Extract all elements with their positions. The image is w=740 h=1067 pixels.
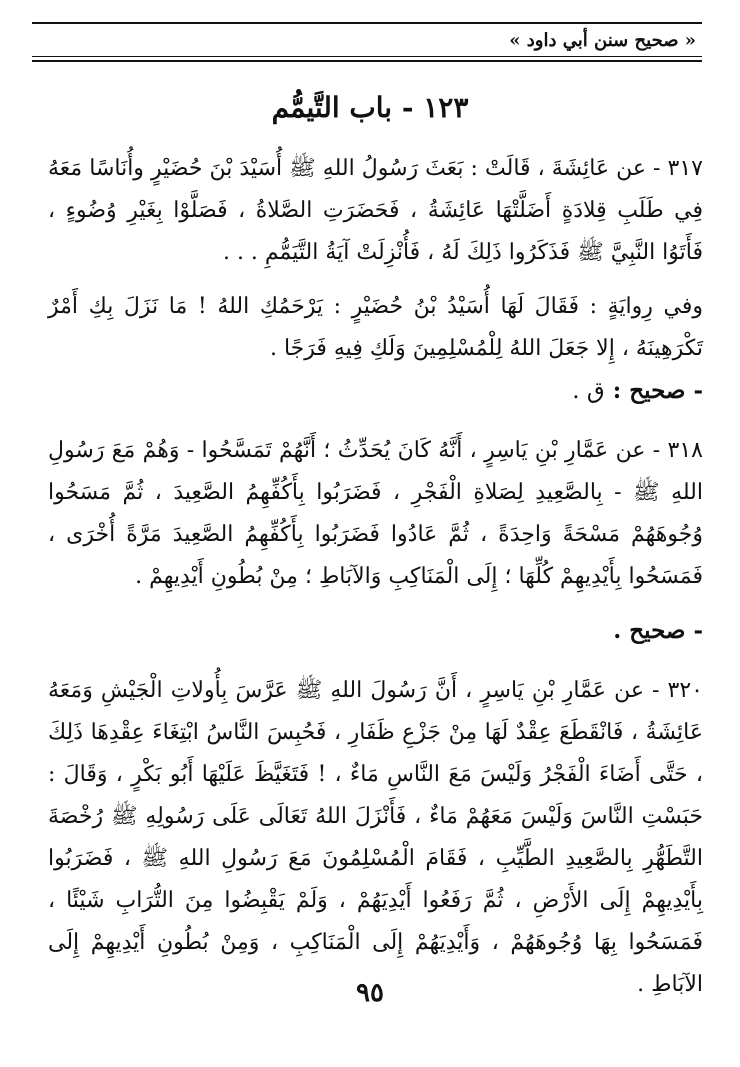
hadith-318-grade: - صحيح .	[613, 617, 703, 644]
chapter-title: ١٢٣ - باب التَّيمُّم	[271, 91, 469, 124]
hadith-318-text: ٣١٨ - عن عَمَّارِ بْنِ يَاسِرٍ ، أَنَّهُ كَانَ يُحَدِّثُ ؛ أَنَّهُمْ تَمَسَّحُوا - وَهُمْ مَعَ رَسُولِ اللهِ ﷺ - بِالصَّعِيدِ لِصَلاةِ الْفَجْرِ ، فَضَرَبُوا بِأَكُفِّهِمُ الصَّعِيدَ ، ثُمَّ مَسَحُوا وُجُوهَهُمْ مَسْحَةً وَاحِدَةً ، ثُمَّ عَادُوا فَضَرَبُوا بِأَكُفِّهِمُ الصَّعِيدَ مَرَّةً أُخْرَى ، فَمَسَحُوا بِأَيْدِيهِمْ كُلِّهَا ؛ إِلَى الْمَنَاكِبِ وَالآبَاطِ ؛ مِنْ بُطُونِ أَيْدِيهِمْ .	[48, 438, 703, 589]
page-body	[48, 148, 703, 1006]
hadith-317-grade	[48, 370, 703, 412]
hadith-320-text: ٣٢٠ - عن عَمَّارِ بْنِ يَاسِرٍ ، أَنَّ رَسُولَ اللهِ ﷺ عَرَّسَ بِأُولاتِ الْجَيْشِ وَمَعَهُ عَائِشَةُ ، فَانْقَطَعَ عِقْدٌ لَهَا مِنْ جَزْعِ ظَفَارِ ، فَحُبِسَ النَّاسُ ابْتِغَاءَ عِقْدِهَا ذَلِكَ ، حَتَّى أَضَاءَ الْفَجْرُ وَلَيْسَ مَعَ النَّاسِ مَاءٌ ، ! فَتَغَيَّظَ عَلَيْهَا أَبُو بَكْرٍ ، وَقَالَ : حَبَسْتِ النَّاسَ وَلَيْسَ مَعَهُمْ مَاءٌ ، فَأَنْزَلَ اللهُ تَعَالَى عَلَى رَسُولِهِ ﷺ رُخْصَةَ التَّطَهُّرِ بِالصَّعِيدِ الطَّيِّبِ ، فَقَامَ الْمُسْلِمُونَ مَعَ رَسُولِ اللهِ ﷺ ، فَضَرَبُوا بِأَيْدِيهِمْ إِلَى الأَرْضِ ، ثُمَّ رَفَعُوا أَيْدِيَهُمْ ، وَلَمْ يَقْبِضُوا مِنَ التُّرَابِ شَيْئًا ، فَمَسَحُوا بِهَا وُجُوهَهُمْ ، وَأَيْدِيَهُمْ إِلَى الْمَنَاكِبِ ، وَمِنْ بُطُونِ أَيْدِيهِمْ إِلَى الآبَاطِ .	[48, 678, 703, 997]
grade-label: - صحيح :	[612, 377, 703, 404]
hadith-317-text: ٣١٧ - عن عَائِشَةَ ، قَالَتْ : بَعَثَ رَسُولُ اللهِ ﷺ أُسَيْدَ بْنَ حُضَيْرٍ وأُنَاسًا مَعَهُ فِي طَلَبِ قِلادَةٍ أَضَلَّتْهَا عَائِشَةُ ، فَحَضَرَتِ الصَّلاةُ ، فَصَلَّوْا بِغَيْرِ وُضُوءٍ ، فَأَتَوُا النَّبِيَّ ﷺ فَذَكَرُوا ذَلِكَ لَهُ ، فَأُنْزِلَتْ آيَةُ التَّيَمُّمِ . . .	[48, 156, 703, 265]
running-head-frame	[32, 22, 702, 62]
running-head: « صحيح سنن أبي داود »	[509, 30, 696, 51]
page-number: ٩٥	[356, 978, 384, 1008]
grade-value: ق .	[572, 378, 605, 404]
hadith-317-riwaya: وفي رِوايَةٍ : فَقَالَ لَهَا أُسَيْدُ بْنُ حُضَيْرٍ : يَرْحَمُكِ اللهُ ! مَا نَزَلَ بِكِ أَمْرٌ تَكْرَهِينَهُ ، إِلا جَعَلَ اللهُ لِلْمُسْلِمِينَ وَلَكِ فِيهِ فَرَجًا .	[48, 294, 703, 361]
